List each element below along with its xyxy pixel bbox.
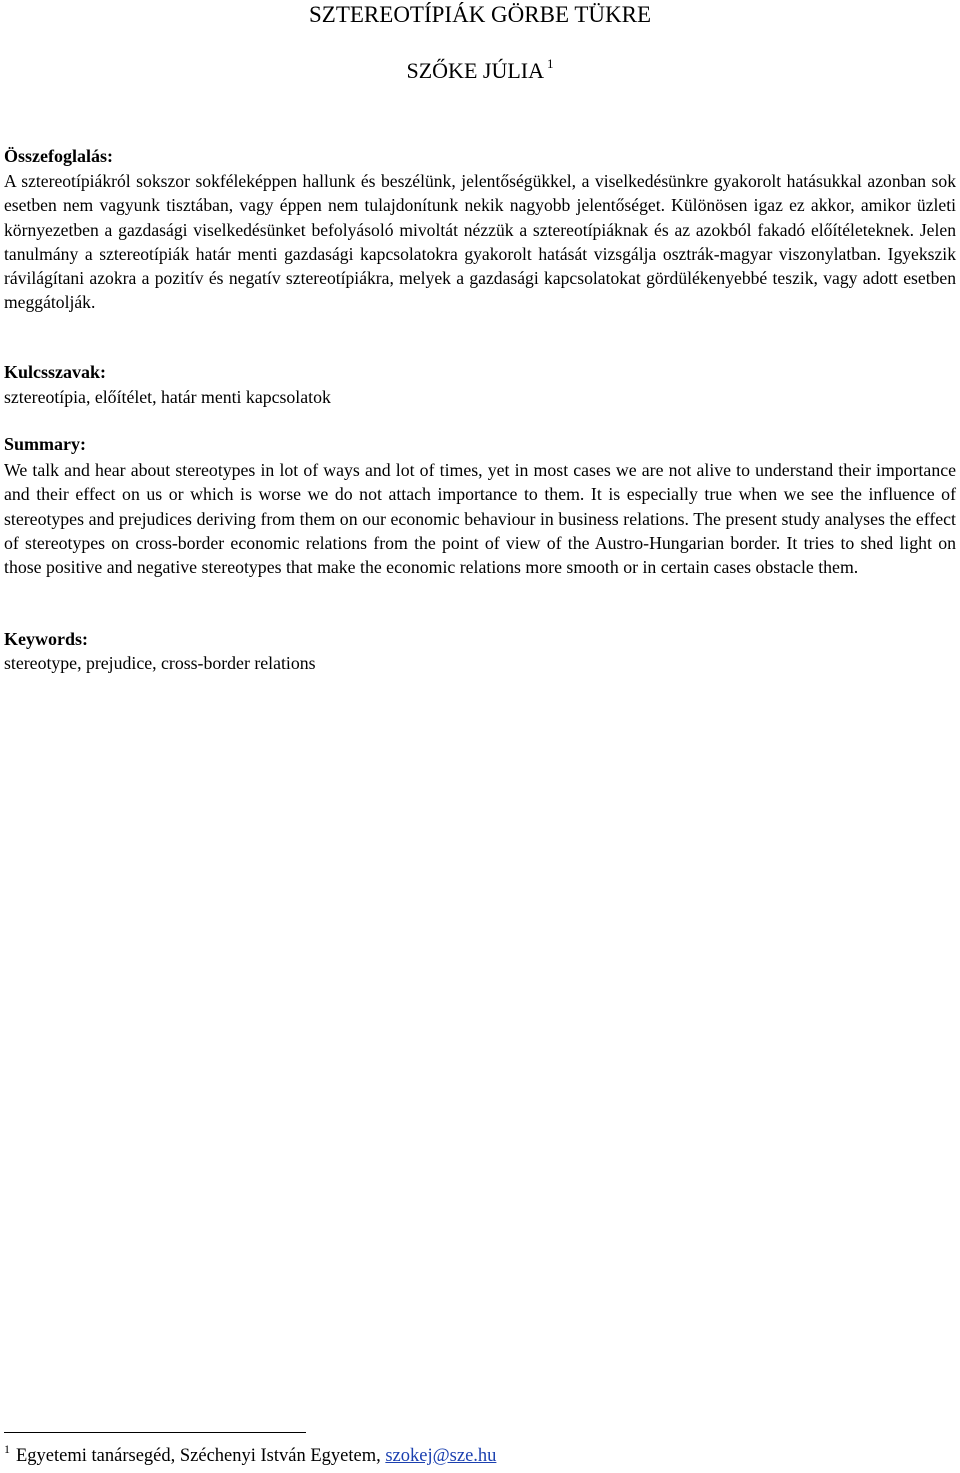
- footnote-separator: [4, 1432, 306, 1433]
- abstract-hu-heading: Összefoglalás:: [4, 146, 113, 166]
- footnote-text: Egyetemi tanársegéd, Széchenyi István Egyetem,: [16, 1446, 386, 1466]
- paper-title: SZTEREOTÍPIÁK GÖRBE TÜKRE: [308, 2, 651, 27]
- keywords-hu-text: sztereotípia, előítélet, határ menti kapcsolatok: [4, 387, 331, 407]
- keywords-hu-heading: Kulcsszavak:: [4, 362, 107, 382]
- footnote: [4, 1442, 497, 1467]
- author-name: SZŐKE JÚLIA: [406, 58, 544, 83]
- author-email-link[interactable]: szokej@sze.hu: [385, 1446, 497, 1466]
- abstract-en-heading: Summary:: [4, 434, 86, 454]
- keywords-en-heading: Keywords:: [4, 629, 88, 649]
- keywords-en-text: stereotype, prejudice, cross-border relations: [4, 653, 316, 673]
- abstract-en-text: We talk and hear about stereotypes in lot of ways and lot of times, yet in most cases we are not alive to understand their importance and their effect on us or which is worse we do not attach importance to them. It is especially true when we see the influence of stereotypes and prejudices deriving from them on our economic behaviour in business relations. The present study analyses the effect of stereotypes on cross-border economic relations from the point of view of the Austro-Hungarian border. It tries to shed light on those positive and negative stereotypes that make the economic relations more smooth or in certain cases obstacle them.: [4, 460, 956, 578]
- footnote-mark: 1: [4, 1442, 10, 1456]
- author-footnote-mark: 1: [547, 56, 554, 71]
- abstract-hu-text: A sztereotípiákról sokszor sokféleképpen hallunk és beszélünk, jelentőségükkel, a viselkedésünkre gyakorolt hatásukkal azonban sok esetben nem vagyunk tisztában, vagy éppen nem tulajdonítunk nekik nagyobb jelentőséget. Különösen igaz ez akkor, amikor üzleti környezetben a gazdasági viselkedésünket befolyásoló mivoltát nézzük a sztereotípiáknak és az azokból fakadó előítéleteknek. Jelen tanulmány a sztereotípiák határ menti gazdasági kapcsolatokra gyakorolt hatását vizsgálja osztrák-magyar viszonylatban. Igyekszik rávilágítani azokra a pozitív és negatív sztereotípiákra, melyek a gazdasági kapcsolatokat gördülékenyebbé teszik, vagy adott esetben meggátolják.: [4, 171, 956, 313]
- author-line: [4, 58, 956, 84]
